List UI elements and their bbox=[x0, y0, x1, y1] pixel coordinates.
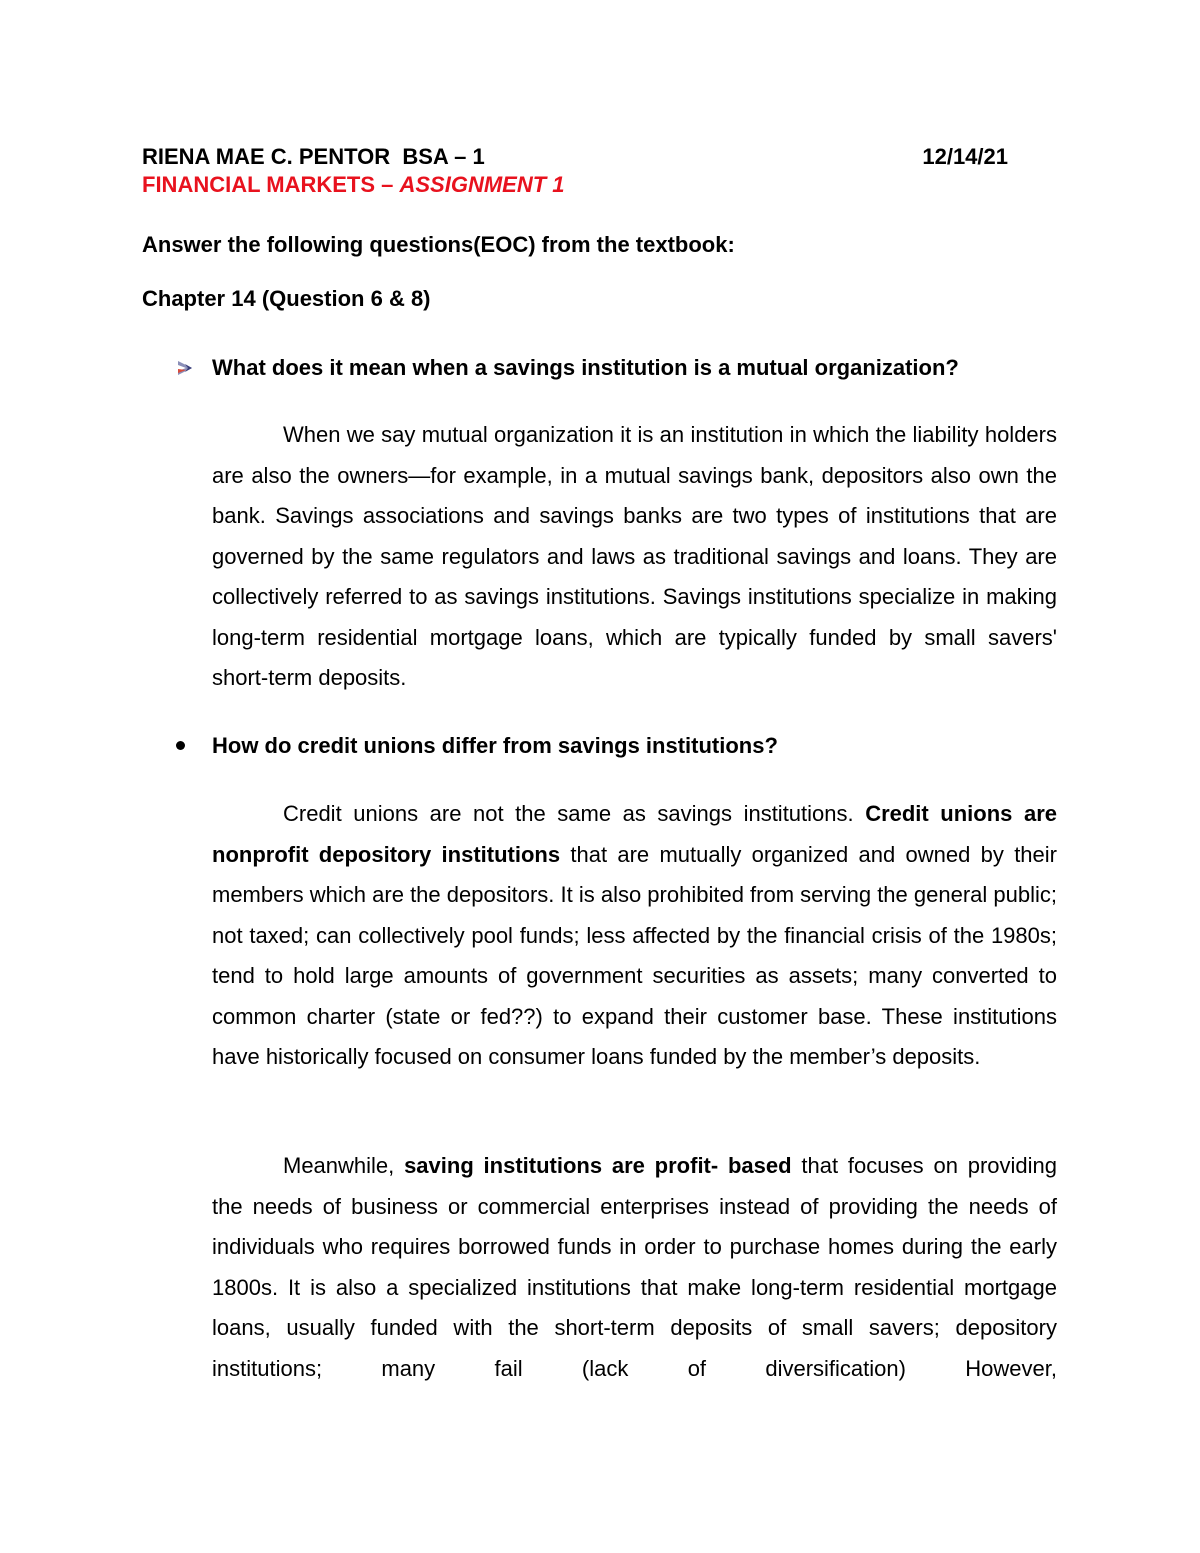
chapter-heading: Chapter 14 (Question 6 & 8) bbox=[142, 286, 431, 311]
arrow-bullet-icon bbox=[176, 360, 194, 376]
date: 12/14/21 bbox=[922, 144, 1008, 169]
course-prefix: FINANCIAL MARKETS – bbox=[142, 172, 400, 197]
student-name: RIENA MAE C. PENTOR bbox=[142, 144, 391, 169]
answer-2-p1-text-b: that are mutually organized and owned by their members which are the depositors. It is also prohibited from serving the general public; not taxed; can collectively pool funds; less affected by the financial crisis of the 1980s; tend to hold large amounts of government securities as assets; many converted to common charter (state or fed??) to expand their customer base. These institutions have historically focused on consumer loans funded by the member’s deposits. bbox=[212, 841, 1057, 1069]
header-name-line bbox=[142, 144, 1012, 170]
answer-2-p1-bold: Credit unions are nonprofit depository institutions bbox=[212, 801, 1057, 867]
section: BSA – 1 bbox=[402, 144, 485, 169]
course-assignment: ASSIGNMENT 1 bbox=[399, 172, 565, 197]
instructions: Answer the following questions(EOC) from the textbook: bbox=[142, 232, 735, 257]
answer-2-paragraph-1 bbox=[212, 794, 1057, 1078]
course-title bbox=[142, 172, 1012, 198]
answer-2-paragraph-2 bbox=[212, 1146, 1057, 1389]
answer-2-p2-text-b: that focuses on providing the needs of business or commercial enterprises instead of providing the needs of individuals who requires borrowed funds in order to purchase homes during the early 1800s. It is also a specialized institutions that make long-term residential mortgage loans, usually funded with the short-term deposits of small savers; depository institutions; many fail (lack of diversification) However, bbox=[212, 1153, 1057, 1381]
question-1: What does it mean when a savings institution is a mutual organization? bbox=[212, 355, 959, 380]
question-2: How do credit unions differ from savings institutions? bbox=[212, 733, 778, 758]
answer-2-p2-bold: saving institutions are profit- based bbox=[404, 1153, 792, 1178]
answer-2-p2-text-a: Meanwhile, bbox=[283, 1153, 405, 1178]
dot-bullet-icon bbox=[176, 741, 185, 750]
answer-1-paragraph: When we say mutual organization it is an institution in which the liability holders are also the owners—for example, in a mutual savings bank, depositors also own the bank. Savings associations and savings banks are two types of institutions that are governed by the same regulators and laws as traditional savings and loans. They are collectively referred to as savings institutions. Savings institutions specialize in making long-term residential mortgage loans, which are typically funded by small savers' short-term deposits. bbox=[212, 422, 1057, 690]
answer-2-p1-text-a: Credit unions are not the same as savings institutions. bbox=[283, 801, 866, 826]
